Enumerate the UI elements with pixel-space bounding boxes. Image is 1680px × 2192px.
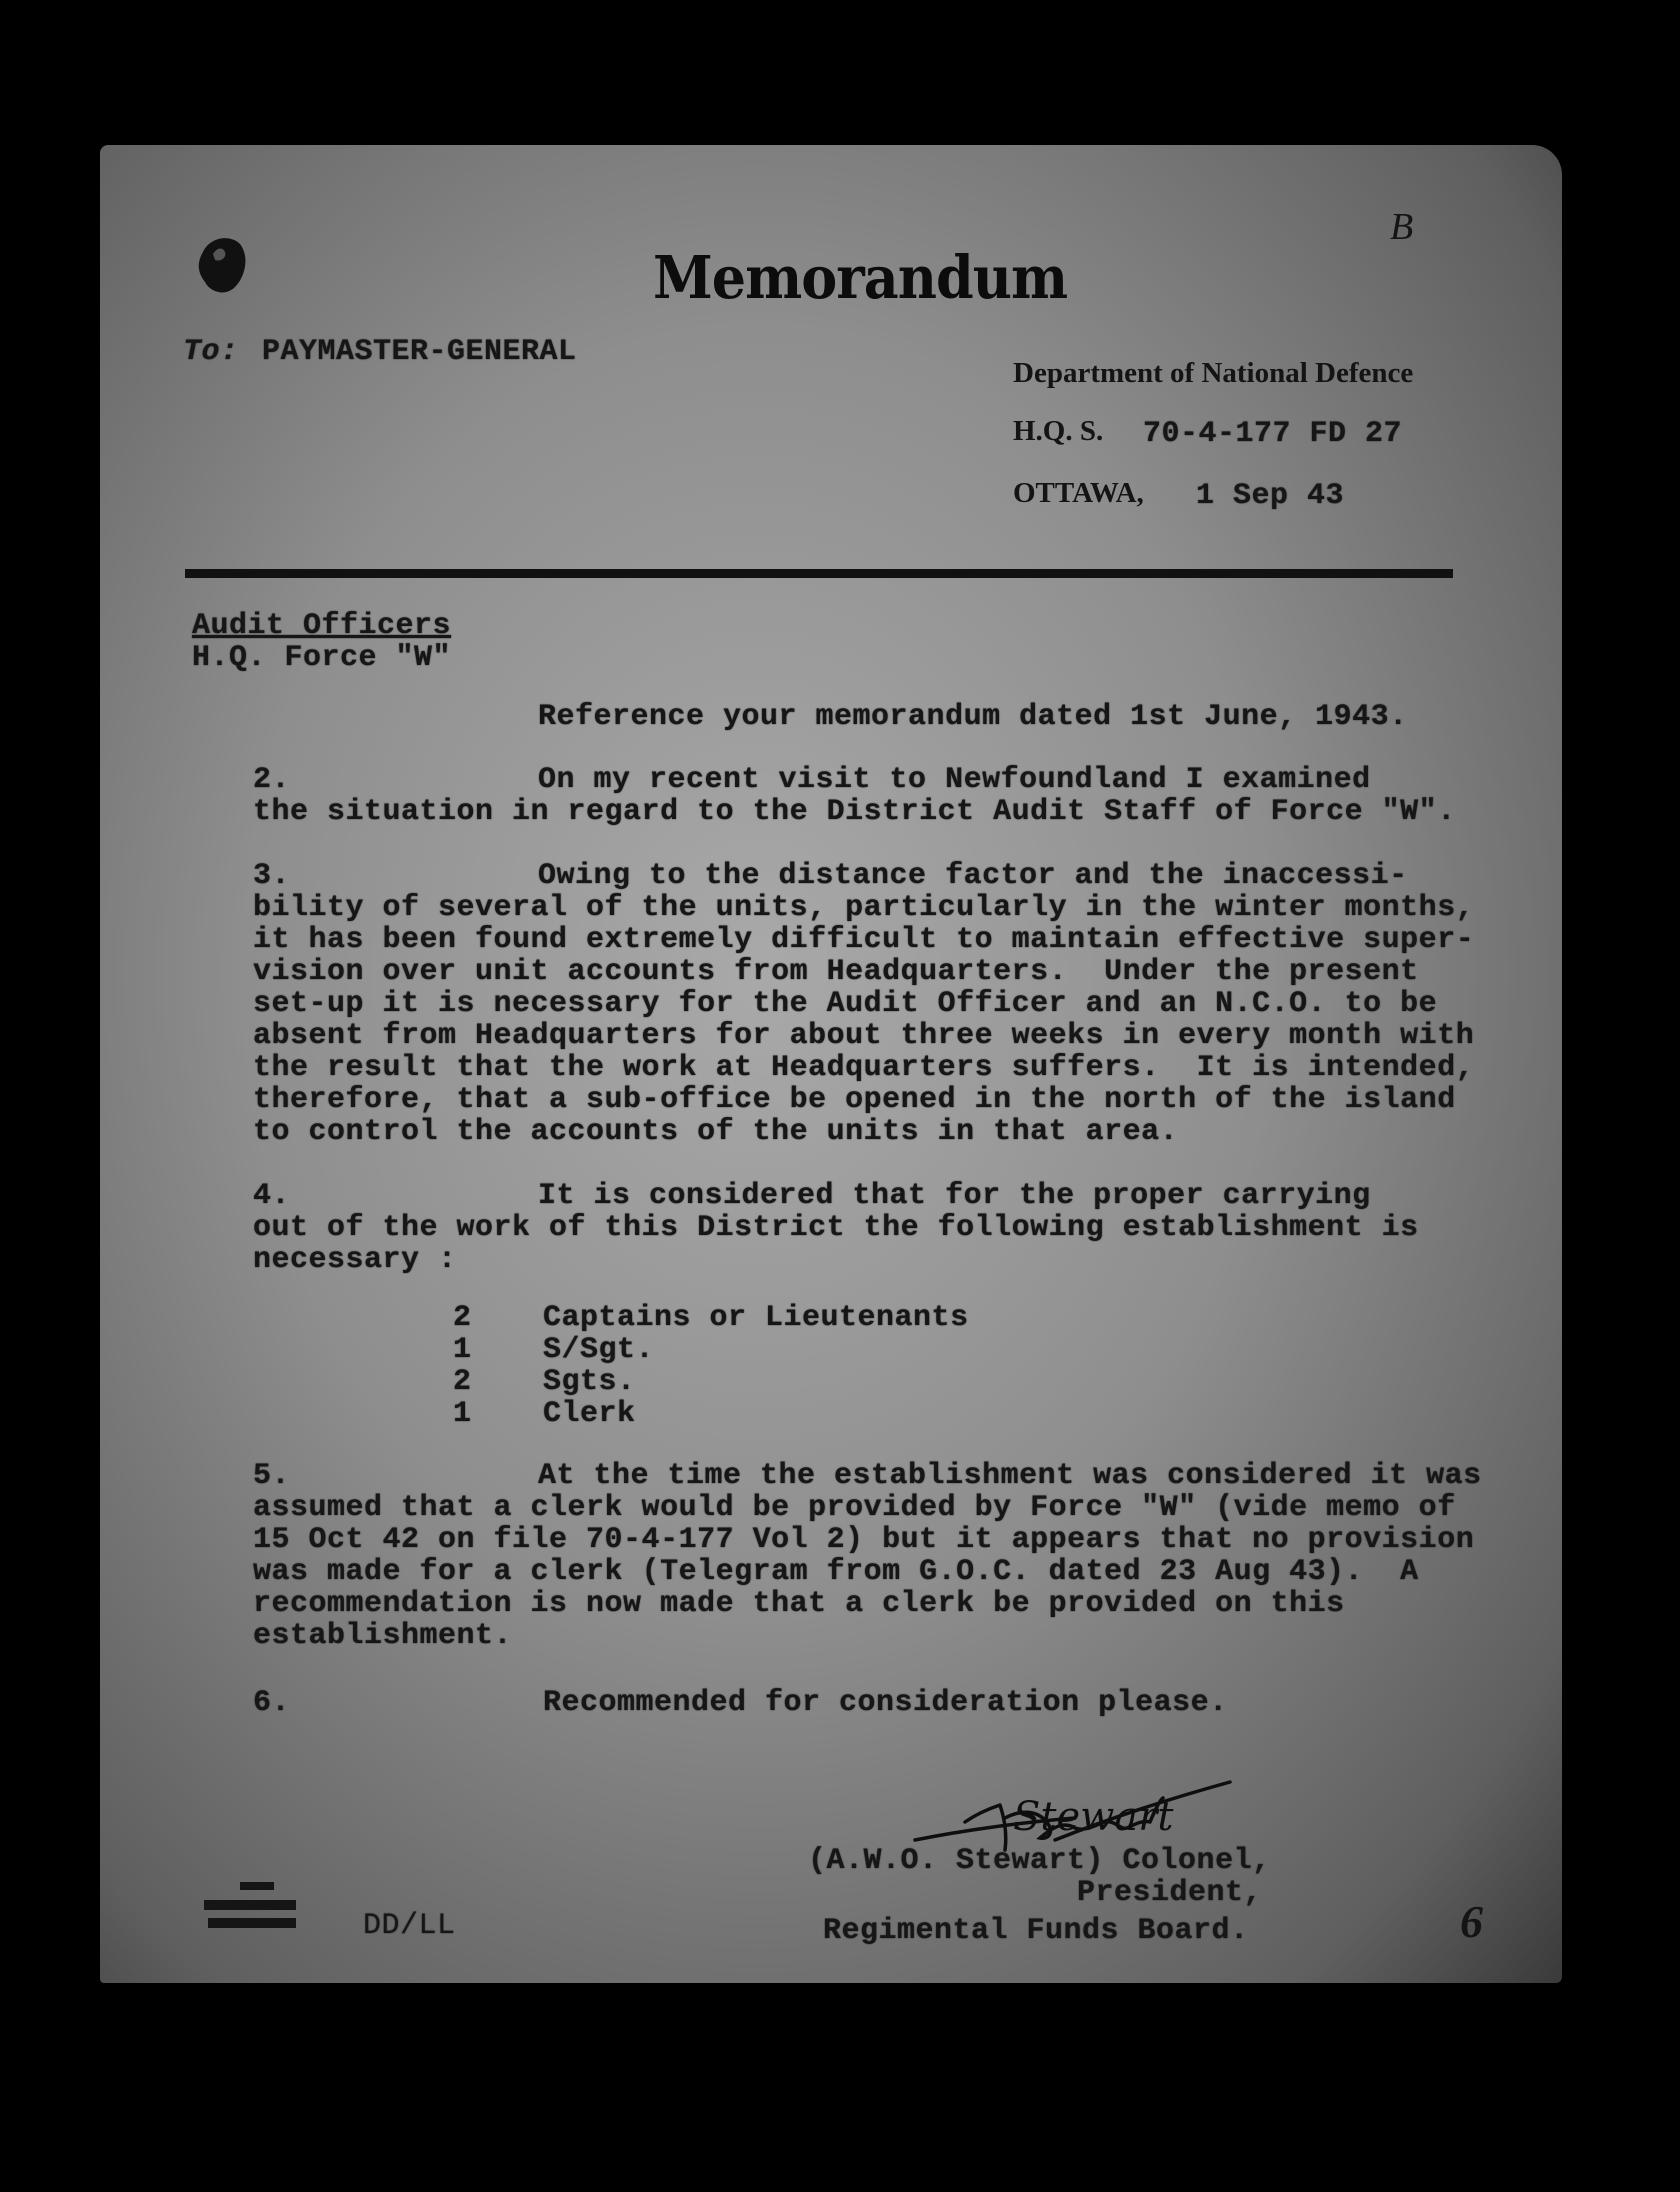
department-name: Department of National Defence bbox=[1013, 357, 1414, 389]
paragraph-3-number: 3. bbox=[253, 859, 291, 893]
paragraph-2-line: On my recent visit to Newfoundland I examined bbox=[538, 763, 1371, 797]
paragraph-6: Recommended for consideration please. bbox=[543, 1686, 1228, 1720]
establishment-count: 2 bbox=[453, 1365, 472, 1399]
signature-board: Regimental Funds Board. bbox=[823, 1914, 1249, 1948]
file-label: H.Q. S. bbox=[1013, 415, 1104, 447]
header-rule bbox=[185, 569, 1453, 578]
paragraph-3-line: bility of several of the units, particularly in the winter months, bbox=[253, 891, 1475, 925]
establishment-rank: Sgts. bbox=[543, 1365, 636, 1399]
paragraph-2-number: 2. bbox=[253, 763, 291, 797]
paragraph-5-number: 5. bbox=[253, 1459, 291, 1493]
paragraph-5-line: 15 Oct 42 on file 70-4-177 Vol 2) but it appears that no provision bbox=[253, 1523, 1475, 1557]
paragraph-5-line: recommendation is now made that a clerk be provided on this bbox=[253, 1587, 1345, 1621]
paragraph-4-line: out of the work of this District the following establishment is bbox=[253, 1211, 1419, 1245]
paragraph-5-line: was made for a clerk (Telegram from G.O.C. dated 23 Aug 43). A bbox=[253, 1555, 1419, 1589]
place: OTTAWA, bbox=[1013, 477, 1144, 509]
paragraph-3-line: absent from Headquarters for about three weeks in every month with bbox=[253, 1019, 1475, 1053]
establishment-rank: S/Sgt. bbox=[543, 1333, 655, 1367]
establishment-rank: Captains or Lieutenants bbox=[543, 1301, 969, 1335]
establishment-count: 1 bbox=[453, 1397, 472, 1431]
paragraph-3-line: the result that the work at Headquarters suffers. It is intended, bbox=[253, 1051, 1475, 1085]
establishment-rank: Clerk bbox=[543, 1397, 636, 1431]
paragraph-5-line: assumed that a clerk would be provided by Force "W" (vide memo of bbox=[253, 1491, 1456, 1525]
paragraph-3-line: it has been found extremely difficult to maintain effective super- bbox=[253, 923, 1475, 957]
handwritten-number: 6 bbox=[1460, 1896, 1483, 1947]
file-reference: DD/LL bbox=[363, 1909, 456, 1943]
paragraph-5-line: At the time the establishment was considered it was bbox=[538, 1459, 1482, 1493]
paragraph-3-line: vision over unit accounts from Headquarters. Under the present bbox=[253, 955, 1419, 989]
paragraph-4-line: necessary : bbox=[253, 1243, 457, 1277]
signature-title: President, bbox=[1077, 1876, 1263, 1910]
addressee-line1: Audit Officers bbox=[192, 609, 452, 643]
establishment-count: 1 bbox=[453, 1333, 472, 1367]
establishment-count: 2 bbox=[453, 1301, 472, 1335]
corner-mark: B bbox=[1390, 206, 1414, 248]
punch-hole-mark bbox=[195, 232, 255, 302]
memo-title: Memorandum bbox=[653, 241, 1068, 313]
addressee-line2: H.Q. Force "W" bbox=[192, 641, 452, 675]
paragraph-3-line: therefore, that a sub-office be opened in the north of the island bbox=[253, 1083, 1456, 1117]
paragraph-5-line: establishment. bbox=[253, 1619, 513, 1653]
to-label: To: bbox=[183, 335, 239, 369]
signature-scrawl: Stewart bbox=[1013, 1794, 1174, 1840]
paragraph-3-line: to control the accounts of the units in that area. bbox=[253, 1115, 1179, 1149]
paragraph-1: Reference your memorandum dated 1st June, 1943. bbox=[538, 700, 1408, 734]
signature-name: (A.W.O. Stewart) Colonel, bbox=[808, 1844, 1271, 1878]
paragraph-3-line: Owing to the distance factor and the inaccessi- bbox=[538, 859, 1408, 893]
form-code-stamp bbox=[200, 1880, 360, 1940]
paragraph-2-line: the situation in regard to the District Audit Staff of Force "W". bbox=[253, 795, 1456, 829]
to-recipient: PAYMASTER-GENERAL bbox=[262, 335, 577, 369]
date: 1 Sep 43 bbox=[1196, 479, 1345, 513]
file-number: 70-4-177 FD 27 bbox=[1143, 417, 1403, 451]
paragraph-6-number: 6. bbox=[253, 1686, 291, 1720]
paragraph-3-line: set-up it is necessary for the Audit Officer and an N.C.O. to be bbox=[253, 987, 1438, 1021]
paragraph-4-line: It is considered that for the proper carrying bbox=[538, 1179, 1371, 1213]
paragraph-4-number: 4. bbox=[253, 1179, 291, 1213]
